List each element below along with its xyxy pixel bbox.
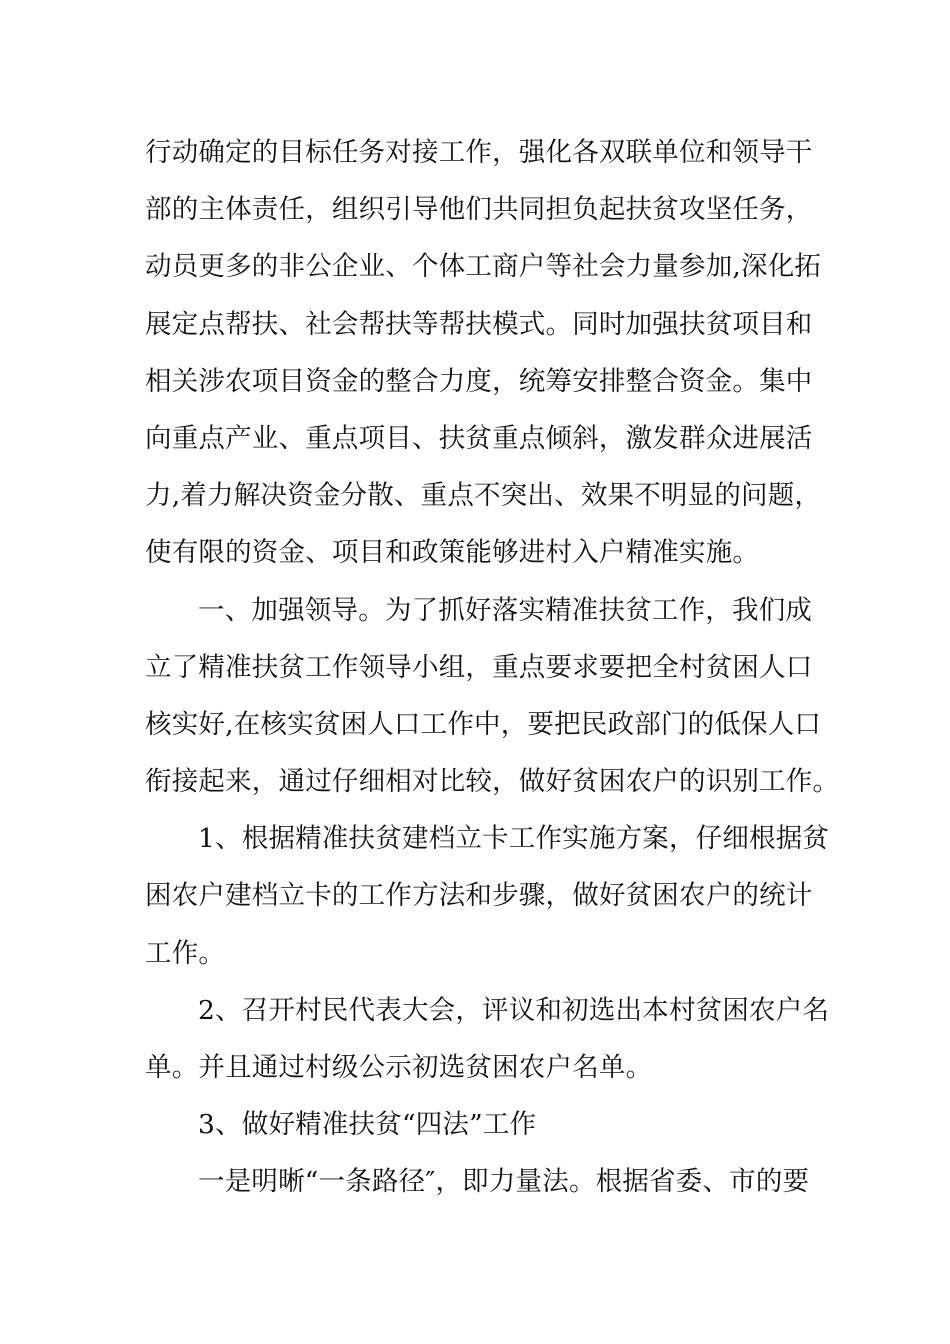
paragraph-line: 一是明晰“一条路径″，即力量法。根据省委、市的要 [198, 1166, 810, 1198]
list-item-line: 3、做好精准扶贫“四法”工作 [198, 1109, 537, 1141]
text-line: 部的主体责任，组织引导他们共同担负起扶贫攻坚任务， [145, 194, 813, 226]
document-body [145, 124, 840, 1211]
text-line: 动员更多的非公企业、个体工商户等社会力量参加,深化拓 [145, 251, 822, 283]
list-item-line: 1、根据精准扶贫建档立卡工作实施方案，仔细根据贫 [198, 823, 830, 855]
text-line: 展定点帮扶、社会帮扶等帮扶模式。同时加强扶贫项目和 [145, 308, 813, 340]
text-line: 使有限的资金、项目和政策能够进村入户精准实施。 [145, 537, 760, 569]
text-line: 困农户建档立卡的工作方法和步骤，做好贫困农户的统计 [145, 880, 813, 912]
text-line: 核实好,在核实贫困人口工作中，要把民政部门的低保人口 [145, 708, 822, 740]
list-item-line: 2、召开村民代表大会，评议和初选出本村贫困农户名 [198, 994, 830, 1026]
text-line: 立了精准扶贫工作领导小组，重点要求要把全村贫困人口 [145, 651, 813, 683]
text-line: 相关涉农项目资金的整合力度，统筹安排整合资金。集中 [145, 365, 813, 397]
text-line: 行动确定的目标任务对接工作，强化各双联单位和领导干 [145, 137, 813, 168]
text-line: 衔接起来，通过仔细相对比较，做好贫困农户的识别工作。 [145, 766, 840, 798]
text-line: 向重点产业、重点项目、扶贫重点倾斜，激发群众进展活 [145, 422, 813, 454]
text-line: 力,着力解决资金分散、重点不突出、效果不明显的问题， [145, 480, 822, 512]
section-heading-line: 一、加强领导。为了抓好落实精准扶贫工作，我们成 [198, 594, 813, 626]
text-line: 工作。 [145, 937, 226, 969]
text-line: 单。并且通过村级公示初选贫困农户名单。 [145, 1052, 653, 1083]
